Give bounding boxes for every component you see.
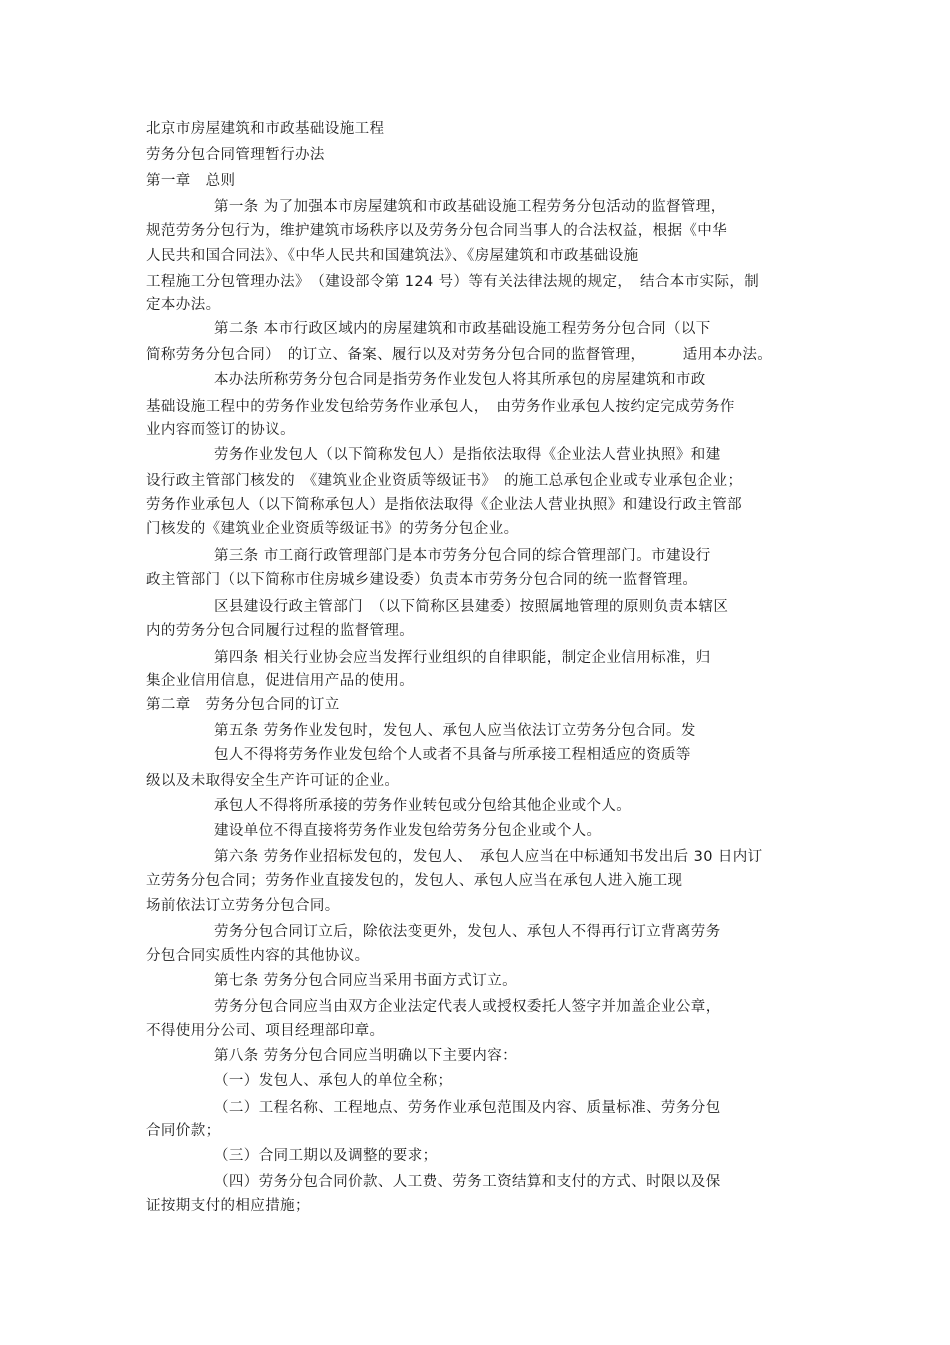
art4-line1: 第四条 相关行业协会应当发挥行业组织的自律职能，制定企业信用标准，归 [214,650,711,666]
art1-line1: 第一条 为了加强本市房屋建筑和市政基础设施工程劳务分包活动的监督管理， [214,199,726,215]
art1-line4: 工程施工分包管理办法》 （建设部令第 124 号）等有关法律法规的规定， 结合本市实际，制 [146,274,760,290]
art7-para2-line2: 不得使用分公司、项目经理部印章。 [146,1023,385,1039]
art2-line1: 第二条 本市行政区域内的房屋建筑和市政基础设施工程劳务分包合同（以下 [214,321,711,337]
art3-para2-line1: 区县建设行政主管部门 （以下简称区县建委）按照属地管理的原则负责本辖区 [214,599,729,615]
art8-line1: 第八条 劳务分包合同应当明确以下主要内容： [214,1048,518,1064]
art5-line1: 第五条 劳务作业发包时，发包人、承包人应当依法订立劳务分包合同。发 [214,723,696,739]
art5-para2: 承包人不得将所承接的劳务作业转包或分包给其他企业或个人。 [214,798,632,814]
art8-item2-line2: 合同价款； [146,1123,221,1139]
art6-line1: 第六条 劳务作业招标发包的，发包人、 承包人应当在中标通知书发出后 30 日内订 [214,849,763,865]
art8-item4-line1: （四）劳务分包合同价款、人工费、劳务工资结算和支付的方式、时限以及保 [214,1174,721,1190]
art8-item4-line2: 证按期支付的相应措施； [146,1198,310,1214]
art6-line2: 立劳务分包合同；劳务作业直接发包的，发包人、承包人应当在承包人进入施工现 [146,873,683,889]
art2-para3-line1: 劳务作业发包人（以下简称发包人）是指依法取得《企业法人营业执照》和建 [214,447,721,463]
art5-para3: 建设单位不得直接将劳务作业发包给劳务分包企业或个人。 [214,823,602,839]
art4-line2: 集企业信用信息，促进信用产品的使用。 [146,673,415,689]
art3-para2-line2: 内的劳务分包合同履行过程的监督管理。 [146,623,415,639]
art8-item1: （一）发包人、承包人的单位全称； [214,1073,453,1089]
chapter1-heading: 第一章 总则 [146,173,236,189]
art5-line2: 包人不得将劳务作业发包给个人或者不具备与所承接工程相适应的资质等 [214,747,691,763]
art2-para2-line2: 基础设施工程中的劳务作业发包给劳务作业承包人， 由劳务作业承包人按约定完成劳务作 [146,399,735,415]
art6-para2-line1: 劳务分包合同订立后，除依法变更外，发包人、承包人不得再行订立背离劳务 [214,924,721,940]
doc-title-line2: 劳务分包合同管理暂行办法 [146,147,325,163]
chapter2-heading: 第二章 劳务分包合同的订立 [146,697,340,713]
art7-para2-line1: 劳务分包合同应当由双方企业法定代表人或授权委托人签字并加盖企业公章， [214,999,721,1015]
art8-item2-line1: （二）工程名称、工程地点、劳务作业承包范围及内容、质量标准、劳务分包 [214,1100,721,1116]
art6-para2-line2: 分包合同实质性内容的其他协议。 [146,948,370,964]
art2-para3-line4: 门核发的《建筑业企业资质等级证书》的劳务分包企业。 [146,521,519,537]
art3-line2: 政主管部门（以下简称市住房城乡建设委）负责本市劳务分包合同的统一监督管理。 [146,572,698,588]
art2-para3-line2: 设行政主管部门核发的 《建筑业企业资质等级证书》 的施工总承包企业或专业承包企业； [146,473,743,489]
art7-line1: 第七条 劳务分包合同应当采用书面方式订立。 [214,973,518,989]
art2-para3-line3: 劳务作业承包人（以下简称承包人）是指依法取得《企业法人营业执照》和建设行政主管部 [146,497,742,513]
art5-line3: 级以及未取得安全生产许可证的企业。 [146,773,400,789]
art8-item3: （三）合同工期以及调整的要求； [214,1148,438,1164]
art2-para2-line1: 本办法所称劳务分包合同是指劳务作业发包人将其所承包的房屋建筑和市政 [214,372,706,388]
doc-title-line1: 北京市房屋建筑和市政基础设施工程 [146,121,385,137]
art2-para2-line3: 业内容而签订的协议。 [146,422,295,438]
art2-line2: 简称劳务分包合同） 的订立、备案、履行以及对劳务分包合同的监督管理， 适用本办法。 [146,347,773,363]
art3-line1: 第三条 市工商行政管理部门是本市劳务分包合同的综合管理部门。市建设行 [214,548,711,564]
art1-line3: 人民共和国合同法》、《中华人民共和国建筑法》、《房屋建筑和市政基础设施 [146,248,639,264]
art6-line3: 场前依法订立劳务分包合同。 [146,898,340,914]
art1-line2: 规范劳务分包行为，维护建筑市场秩序以及劳务分包合同当事人的合法权益，根据《中华 [146,223,728,239]
art1-line5: 定本办法。 [146,297,221,313]
